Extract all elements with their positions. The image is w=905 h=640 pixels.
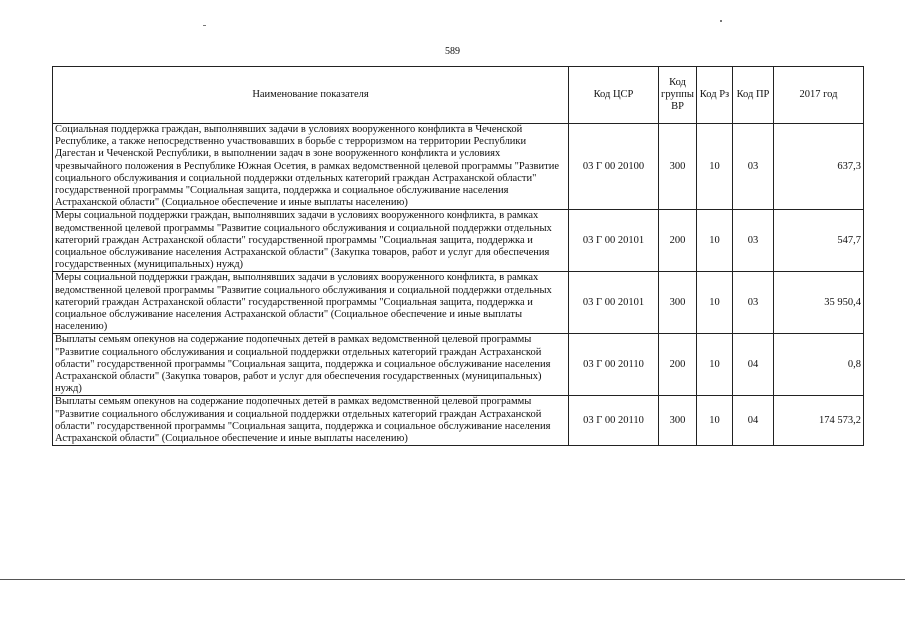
table-row — [53, 396, 864, 446]
row-name: Меры социальной поддержки граждан, выполнявших задачи в условиях вооруженного конфликта, в рамках ведомственной целевой программы "Развитие социального обслуживания и социальной поддержки отдельных категорий граждан Астраханской области" государственной программы "Социальная защита, поддержка и социальное обслуживание населения Астраханской области" (Закупка товаров, работ и услуг для обеспечения государственных (муниципальных) нужд) — [53, 210, 569, 272]
row-csr: 03 Г 00 20100 — [569, 124, 659, 210]
row-amount: 174 573,2 — [774, 396, 864, 446]
row-pr: 03 — [733, 210, 774, 272]
row-pr: 04 — [733, 396, 774, 446]
row-rz: 10 — [697, 210, 733, 272]
table-row — [53, 210, 864, 272]
header-year: 2017 год — [774, 67, 864, 124]
row-vr: 300 — [659, 396, 697, 446]
row-pr: 04 — [733, 334, 774, 396]
row-pr: 03 — [733, 124, 774, 210]
row-vr: 300 — [659, 272, 697, 334]
row-vr: 200 — [659, 334, 697, 396]
table-header-row — [53, 67, 864, 124]
row-name: Меры социальной поддержки граждан, выполнявших задачи в условиях вооруженного конфликта, в рамках ведомственной целевой программы "Развитие социального обслуживания и социальной поддержки отдельных категорий граждан Астраханской области" государственной программы "Социальная защита, поддержка и социальное обслуживание населения Астраханской области" (Социальное обеспечение и иные выплаты населению) — [53, 272, 569, 334]
row-amount: 637,3 — [774, 124, 864, 210]
row-rz: 10 — [697, 334, 733, 396]
row-rz: 10 — [697, 272, 733, 334]
row-amount: 547,7 — [774, 210, 864, 272]
row-name: Выплаты семьям опекунов на содержание подопечных детей в рамках ведомственной целевой программы "Развитие социального обслуживания и социальной поддержки отдельных категорий граждан Астраханской области" государственной программы "Социальная защита, поддержка и социальное обслуживание населения Астраханской области" (Социальное обеспечение и иные выплаты населению) — [53, 396, 569, 446]
row-vr: 200 — [659, 210, 697, 272]
table-row — [53, 124, 864, 210]
row-amount: 35 950,4 — [774, 272, 864, 334]
row-vr: 300 — [659, 124, 697, 210]
scan-speck — [203, 25, 206, 26]
budget-table — [52, 66, 864, 446]
page-number: 589 — [445, 46, 460, 57]
row-csr: 03 Г 00 20101 — [569, 272, 659, 334]
row-rz: 10 — [697, 396, 733, 446]
header-pr: Код ПР — [733, 67, 774, 124]
header-rz: Код Рз — [697, 67, 733, 124]
row-csr: 03 Г 00 20110 — [569, 334, 659, 396]
scan-edge-line — [0, 579, 905, 580]
row-name: Выплаты семьям опекунов на содержание подопечных детей в рамках ведомственной целевой программы "Развитие социального обслуживания и социальной поддержки отдельных категорий граждан Астраханской области" государственной программы "Социальная защита, поддержка и социальное обслуживание населения Астраханской области" (Закупка товаров, работ и услуг для обеспечения государственных (муниципальных) нужд) — [53, 334, 569, 396]
row-csr: 03 Г 00 20110 — [569, 396, 659, 446]
row-amount: 0,8 — [774, 334, 864, 396]
row-name: Социальная поддержка граждан, выполнявших задачи в условиях вооруженного конфликта в Чеченской Республике, а также непосредственно участвовавших в борьбе с терроризмом на территории Республики Дагестан и Чеченской Республики, в выполнении задач в зоне вооруженного конфликта и условиях чрезвычайного положения в Республике Южная Осетия, в рамках ведомственной целевой программы "Развитие социального обслуживания и социальной поддержки отдельных категорий граждан Астраханской области" государственной программы "Социальная защита, поддержка и социальное обслуживание населения Астраханской области" (Социальное обеспечение и иные выплаты населению) — [53, 124, 569, 210]
scan-speck — [720, 20, 722, 22]
row-pr: 03 — [733, 272, 774, 334]
table-row — [53, 272, 864, 334]
row-rz: 10 — [697, 124, 733, 210]
table-row — [53, 334, 864, 396]
header-name: Наименование показателя — [53, 67, 569, 124]
row-csr: 03 Г 00 20101 — [569, 210, 659, 272]
header-csr: Код ЦСР — [569, 67, 659, 124]
header-vr: Код группы ВР — [659, 67, 697, 124]
